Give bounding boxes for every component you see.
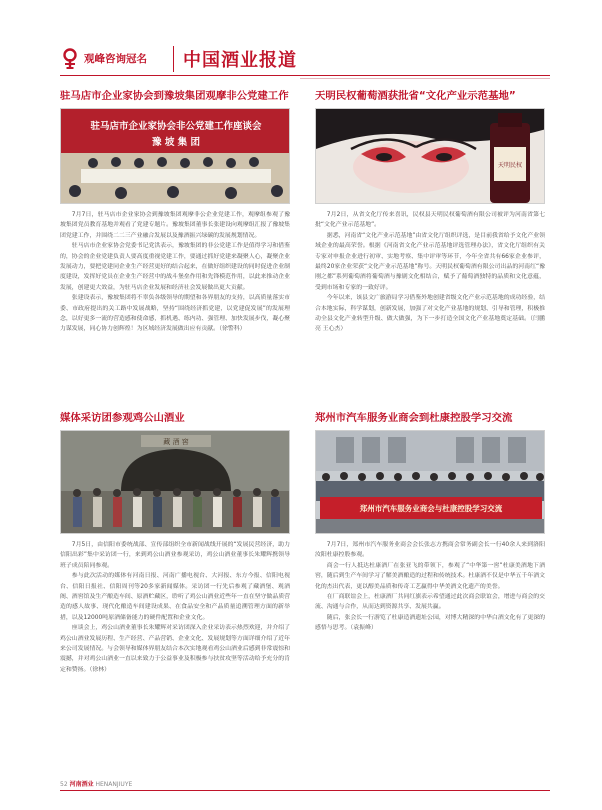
journal-name: 河南酒业: [69, 781, 94, 788]
paragraph: 随后，张会长一行游览了杜康造酒遗址公园，对博大精深的中华白酒文化有了更深的感悟与思考。（袁振峰）: [315, 614, 545, 632]
paragraph: 驻马店市企业家协会党委书记党洪表示，豫坡集团的非公党建工作是值得学习和借鉴的，协会的企业党建负责人要高度重视党建工作，要通过抓好党建来凝聚人心，凝聚企业发展动力，要把党建同企业生产经营更好的结合起来，在做好组织建设的同时促进企业制度建设，发挥好党员在企业生产经营中的战斗堡垒作用和先锋模范作用，以此来推动企业发展，创建更大效益，为驻马店企业发展和经济社会发展做出更大贡献。: [60, 243, 290, 291]
section-title: 中国酒业报道: [183, 50, 297, 71]
article-body: [60, 540, 290, 675]
article-jigongshan: [60, 411, 290, 675]
opera-wine-drawing: [316, 109, 545, 203]
article-title: 天明民权葡萄酒获批省“文化产业示范基地”: [315, 90, 516, 102]
article-tianming: [315, 89, 545, 335]
paragraph: 座谈会上，鸡公山酒业董事长朱耀辉对采访团深入企业采访表示热烈欢迎，并介绍了鸡公山酒业发展历程、生产经营、产品营销、企业文化、发展规划等方面详细介绍了近年来公司发展情况。与会领导和媒体界朋友结合本次实地观看鸡公山酒业后感到非常震惊和震撼，并对鸡公山酒业一直以来致力于公益事业及积极参与扶贫攻坚等活动给予充分的肯定和赞扬。（徐林）: [60, 625, 290, 673]
guanfeng-logo-icon: [60, 48, 80, 70]
page-number: 52: [60, 781, 68, 788]
paragraph: 商会一行人抵达杜康酒厂在张亚飞的带领下，参观了“中华第一窖”杜康美酒地下酒窖，随后到生产车间学习了解美酒酿造的过程和传统技术。杜康酒不仅是中华五千年酒文化的杰出代表，更以醇美品质和传奇工艺赢得中华美酒文化遗产的美誉。: [315, 562, 545, 590]
group-cave-photo: [60, 430, 290, 534]
banner-text-2: 豫 坡 集 团: [152, 137, 200, 148]
header-rule: [60, 75, 550, 76]
group-banner-drawing: [316, 431, 545, 533]
article-title: 郑州市汽车服务业商会到杜康控股学习交流: [315, 412, 513, 424]
paragraph: 据悉，河南省“文化产业示范基地”由省文化厅组织评选，是目前我省给予文化产业领域企业的最高荣誉。根据《河南省文化产业示范基地评选管理办法》，省文化厅组织有关专家对申报企业进行初审、实地考察、集中评审等环节，今年全省共有66家企业参评，最终20家企业荣获“文化产业示范基地”称号。天明民权葡萄酒有限公司出品的河南红“豫刚之都”系列葡萄酒将葡萄酒与豫剧文化相结合，赋予了葡萄酒独特的品质和文化意蕴，受到市场和专家的一致好评。: [315, 232, 545, 291]
article-zhumadian: [60, 89, 290, 335]
paragraph: 在厂商联谊会上，杜康酒厂共同红旗表示希望通过此次商会联谊会，增进与商会的交流、沟通与合作，从而达到资源共享、发展共赢。: [315, 594, 545, 611]
group-cave-drawing: [61, 431, 290, 533]
journal-name-en: HENANJIUYE: [95, 781, 133, 788]
paragraph: 7月7日，驻马店市企业家协会到豫坡集团观摩非公企业党建工作，观摩组参观了豫坡集团党员教育基地并观看了党建专题片。豫坡集团董事长张建设向观摩组汇报了豫坡集团党建工作，并围绕二二三产业融合发展以及豫酒振兴绿碳的发展规划情况。: [60, 212, 290, 239]
article-body: [60, 210, 290, 335]
paragraph: 张建设表示，豫坡集团将不辜负各级领导的期望和各界朋友的支持，以高质量落实市委、市政府提出的关工路中发展战略，坚持“围绕经济抓党建，以党建促发展”的发展理念，以好更多一流的营造感和使命感，抓机遇、练内功、强管理、加快发展步伐，凝心聚力谋发展，同心协力创辉煌！为区域经济发展做出应有贡献。（徐警科）: [60, 295, 290, 333]
wine-label-text: 天明民权: [497, 162, 523, 169]
article-title: 驻马店市企业家协会到豫坡集团观摩非公党建工作: [60, 90, 289, 102]
meeting-photo-drawing: [61, 109, 290, 203]
paragraph: 7月2日，从省文化厅传来喜讯，民权县天明民权葡萄酒有限公司被评为河南省第七批“文化产业示范基地”。: [315, 212, 545, 229]
paragraph: 7月5日，由信阳市委统战部、宣传部组织全市新闻战线开展的“发展民营经济，助力信阳出彩”集中采访团一行，来到鸡公山酒业参观采访，鸡公山酒业董事长朱耀辉携领导班子成员陪同参观。: [60, 542, 290, 569]
cave-sign-text: 藏 酒 窖: [163, 438, 189, 446]
group-banner-photo: [315, 430, 545, 534]
meeting-photo: [60, 108, 290, 204]
page-header: [60, 42, 550, 74]
sponsor-label: 观峰咨询冠名: [84, 53, 147, 65]
paragraph: 参与此次活动的媒体有河南日报、河南广播电视台、大河报、东方今报、信阳电视台、信阳日报社、信阳周刊等20多家新闻媒体。采访团一行先后参观了藏酒堡、观酒阁、酒窖馆及生产酿造车间、原酒贮藏区，聆听了鸡公山酒业近些年一直在坚守做品质营造的感人故事、现代化酿造车间建设成果、在食品安全和产品质量追溯管理方面的新举措，以及12000吨原酒储备能力的硬件配置和企业文化。: [60, 573, 290, 621]
footer-rule: [60, 790, 550, 791]
paragraph: 今年以来，该县文广旅游局学习借鉴外地创建省级文化产业示范基地的成功经验，结合本地实际，科学谋划，创新发展，加强了对文化产业基地的规划、引导和管理，积极推动全县文化产业转型升级、做大做强，为下一步打造全国文化产业基地奠定基础。（闫鹏亮 王心杰）: [315, 295, 545, 333]
page-footer: [60, 779, 132, 788]
article-body: [315, 210, 545, 335]
banner-text: 驻马店市企业家协会非公党建工作座谈会: [90, 121, 262, 132]
paragraph: 7月7日，郑州市汽车服务业商会会长张志方携商会常务副会长一行40余人来到洛阳汝阳杜康控股参观。: [315, 542, 545, 559]
banner-text: 郑州市汽车服务业商会与杜康控股学习交流: [359, 504, 503, 513]
article-body: [315, 540, 545, 634]
opera-wine-photo: [315, 108, 545, 204]
article-dukang: [315, 411, 545, 634]
header-rule-thin: [300, 78, 550, 79]
article-title: 媒体采访团参观鸡公山酒业: [60, 412, 185, 424]
header-divider: [173, 46, 174, 72]
